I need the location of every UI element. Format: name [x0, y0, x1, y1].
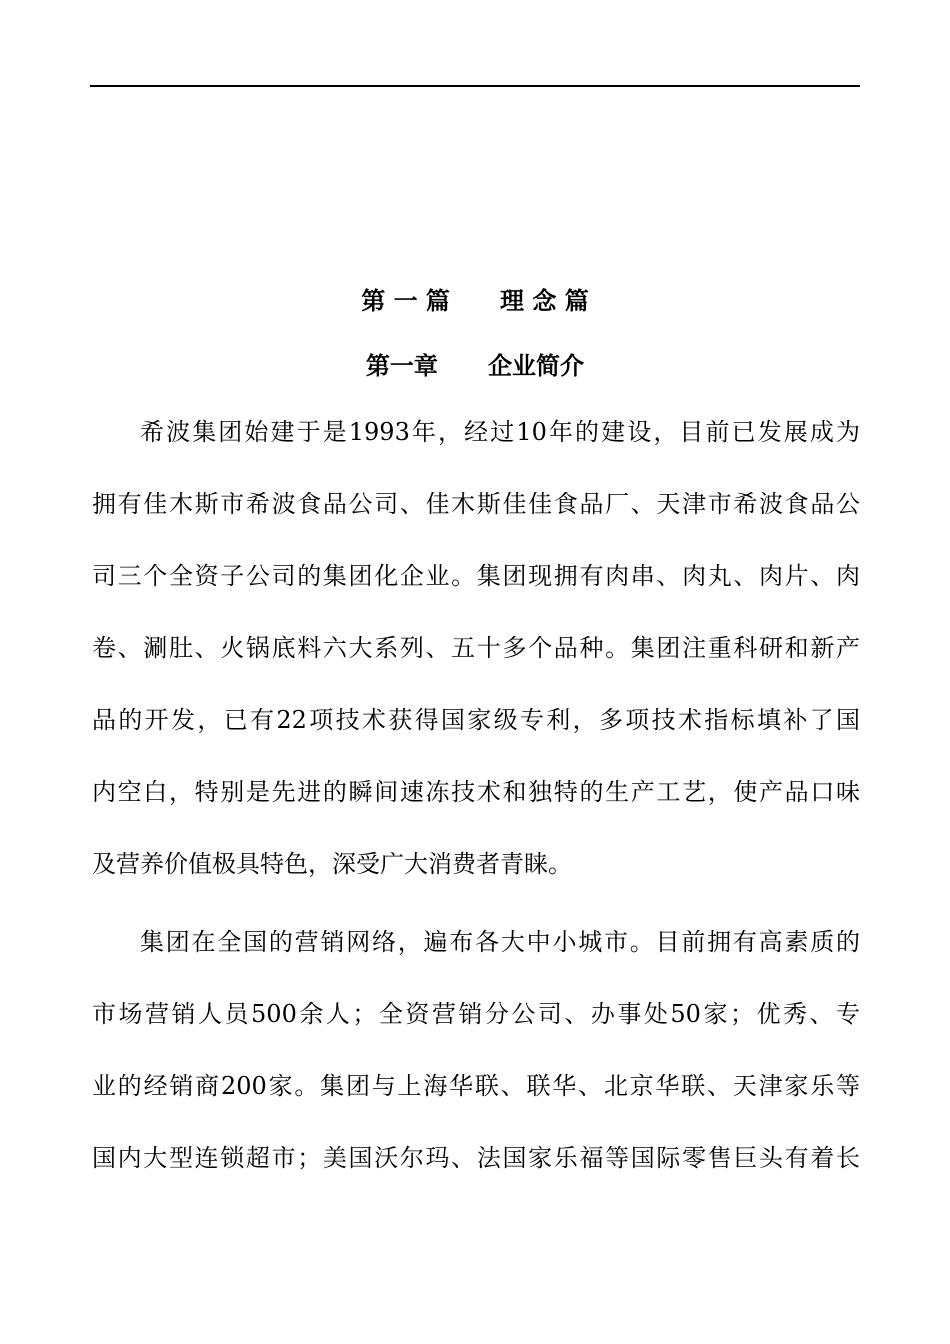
part-title: 第 一 篇 理 念 篇: [361, 286, 589, 315]
paragraph-line: 拥有佳木斯市希波食品公司、佳木斯佳佳食品厂、天津市希波食品公: [92, 490, 860, 518]
paragraph-line: 国内大型连锁超市；美国沃尔玛、法国家乐福等国际零售巨头有着长: [92, 1144, 860, 1172]
paragraph-line: 品的开发，已有22项技术获得国家级专利，多项技术指标填补了国: [92, 706, 860, 734]
paragraph-line: 及营养价值极具特色，深受广大消费者青睐。: [92, 850, 572, 878]
paragraph-line: 内空白，特别是先进的瞬间速冻技术和独特的生产工艺，使产品口味: [92, 778, 860, 806]
paragraph-sales-network: [92, 906, 860, 1194]
paragraph-line: 希波集团始建于是1993年，经过10年的建设，目前已发展成为: [140, 418, 860, 446]
header-rule: [90, 85, 860, 87]
paragraph-line: 市场营销人员500余人；全资营销分公司、办事处50家；优秀、专: [92, 1000, 860, 1028]
paragraph-line: 司三个全资子公司的集团化企业。集团现拥有肉串、肉丸、肉片、肉: [92, 562, 860, 590]
paragraph-line: 集团在全国的营销网络，遍布各大中小城市。目前拥有高素质的: [140, 928, 860, 956]
chapter-title: 第一章 企业简介: [365, 351, 585, 380]
paragraph-company-profile: [92, 396, 860, 900]
paragraph-line: 业的经销商200家。集团与上海华联、联华、北京华联、天津家乐等: [92, 1072, 860, 1100]
paragraph-line: 卷、涮肚、火锅底料六大系列、五十多个品种。集团注重科研和新产: [92, 634, 860, 662]
